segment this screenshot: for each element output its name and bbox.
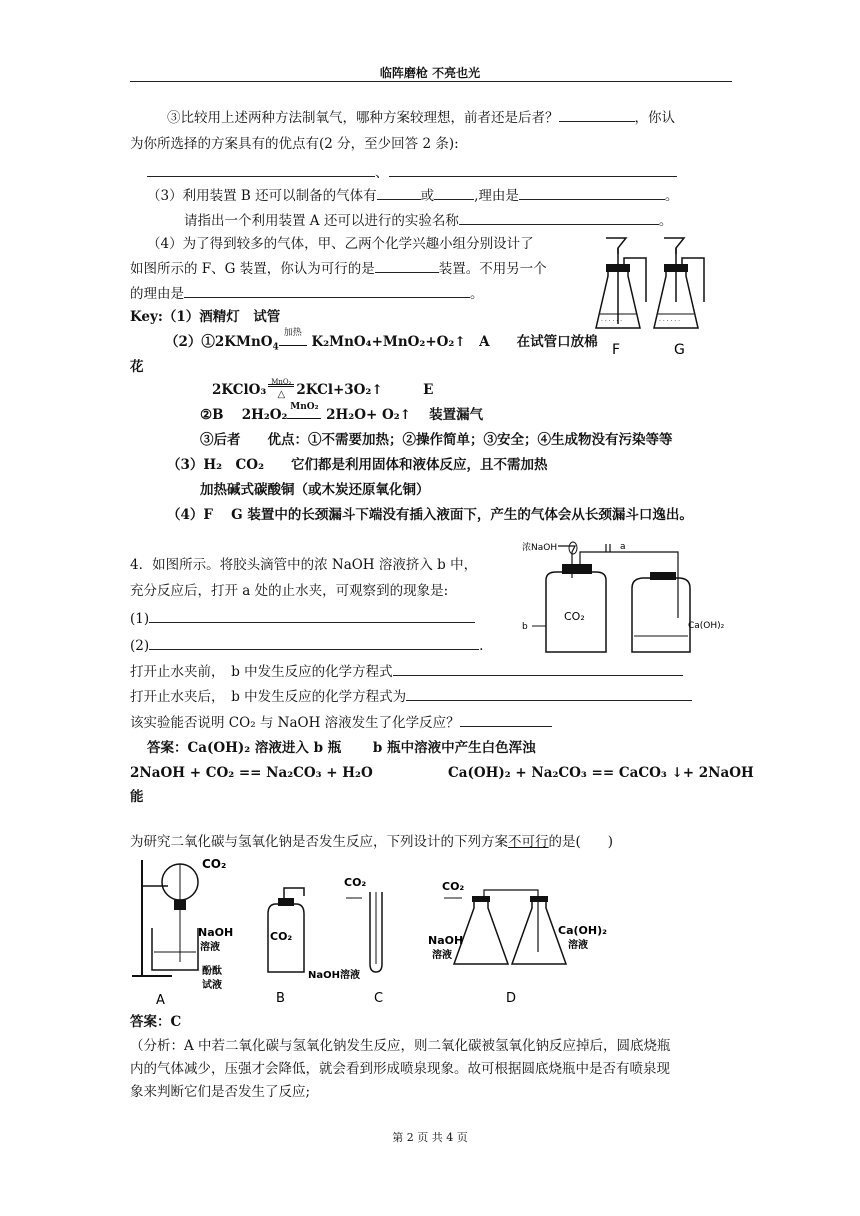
svg-text:· · · · · ·: · · · · · · [601,318,622,325]
q4-line-2: 充分反应后，打开 a 处的止水夹，可观察到的现象是: [130,583,449,599]
q4-answer-3: 能 [130,789,144,805]
svg-text:CO₂: CO₂ [270,930,293,943]
q3-line-p6b: 如图所示的 F、G 装置，你认为可行的是 装置。不用另一个 [130,258,547,279]
q4-eq-after: 打开止水夹后， b 中发生反应的化学方程式为 [130,686,692,707]
svg-text:· · · · · ·: · · · · · · [659,318,680,325]
q3-line-p5: 请指出一个利用装置 A 还可以进行的实验名称 。 [184,210,672,231]
page-header: 临阵磨枪 不亮也光 [379,66,481,80]
q4-item-1: (1) [130,608,475,629]
q4-eq-before: 打开止水夹前， b 中发生反应的化学方程式 [130,661,683,682]
key-line-7: 加热碱式碳酸铜（或木炭还原氧化铜） [200,482,430,498]
svg-text:a: a [620,542,626,552]
key-line-2: （2）①2KMnO$_4$ 加热 K₂MnO₄+MnO₂+O₂↑ A 在试管口放棉 [165,328,598,353]
q4-line-1: 4．如图所示。将胶头滴管中的浓 NaOH 溶液挤入 b 中， [130,557,478,573]
key-line-1: Key:（1）酒精灯 试管 [130,309,281,325]
svg-text:CO₂: CO₂ [442,880,465,893]
key-line-2-wrap: 花 [130,359,144,375]
q4-ask: 该实验能否说明 CO₂ 与 NaOH 溶液发生了化学反应？ [130,712,552,733]
svg-text:B: B [276,991,285,1006]
svg-text:D: D [506,991,517,1006]
fg-apparatus-figure [586,232,716,362]
q3-line-p3: ③比较用上述两种方法制氧气，哪种方案较理想，前者还是后者？ ，你认 [167,107,675,128]
fig-d [428,880,607,1006]
svg-text:浓NaOH: 浓NaOH [522,543,558,553]
svg-text:NaOH: NaOH [198,926,234,939]
header-rule [130,81,732,82]
q4-apparatus-figure [520,538,736,658]
svg-text:NaOH溶液: NaOH溶液 [308,970,360,981]
q5-analysis-1: （分析：A 中若二氧化碳与氢氧化钠发生反应，则二氧化碳被氢氧化钠反应掉后，圆底烧瓶 [130,1038,671,1054]
svg-text:溶液: 溶液 [568,940,588,951]
key-line-5: ③后者 优点：①不需要加热；②操作简单；③安全；④生成物没有污染等等 [200,432,673,448]
q3-line-p4: （3）利用装置 B 还可以制备的气体有 或 ,理由是 。 [147,185,678,206]
svg-text:溶液: 溶液 [432,950,452,961]
page-footer: 第 2 页 共 4 页 [392,1131,468,1144]
svg-text:CO₂: CO₂ [344,876,367,889]
key-line-8: （4）F G 装置中的长颈漏斗下端没有插入液面下，产生的气体会从长颈漏斗口逸出。 [167,507,693,523]
svg-text:溶液: 溶液 [200,942,220,953]
q4-answer-2a: 2NaOH + CO₂ == Na₂CO₃ + H₂O [130,765,373,781]
svg-text:A: A [156,993,165,1008]
key-line-3: 2KClO₃ MnO₂ △ 2KCl+3O₂↑ E [212,378,434,400]
fig-label-f: F [612,342,621,358]
svg-text:CO₂: CO₂ [564,610,585,623]
q4-item-2: (2) . [130,635,483,656]
q3-answer-blanks: 、 [147,162,677,183]
svg-text:C: C [374,991,384,1006]
svg-text:试液: 试液 [202,980,222,991]
q4-answer-2b: Ca(OH)₂ + Na₂CO₃ == CaCO₃ ↓+ 2NaOH [448,765,754,781]
svg-text:CO₂: CO₂ [202,857,227,871]
svg-text:Ca(OH)₂: Ca(OH)₂ [688,621,725,631]
q5-stem: 为研究二氧化碳与氢氧化钠是否发生反应，下列设计的下列方案不可行的是( ) [130,834,614,850]
q4-answer-1: 答案：Ca(OH)₂ 溶液进入 b 瓶 b 瓶中溶液中产生白色浑浊 [147,740,536,756]
q5-answer: 答案：C [130,1014,182,1030]
fig-b [268,888,360,1006]
svg-text:NaOH: NaOH [428,934,464,947]
key-line-6: （3）H₂ CO₂ 它们都是利用固体和液体反应，且不需加热 [167,457,548,473]
q5-analysis-3: 象来判断它们是否发生了反应; [130,1084,311,1100]
q5-analysis-2: 内的气体减少，压强才会降低，就会看到形成喷泉现象。故可根据圆底烧瓶中是否有喷泉现 [130,1061,670,1077]
fig-c [344,876,383,1006]
svg-text:b: b [522,622,528,632]
fig-label-g: G [674,342,685,358]
q3-line-p6d: 的理由是 。 [130,283,484,304]
q3-line-p6a: （4）为了得到较多的气体，甲、乙两个化学兴趣小组分别设计了 [147,236,534,252]
svg-text:酚酞: 酚酞 [202,966,222,977]
key-line-4: ②B 2H₂O₂ MnO₂ 2H₂O+ O₂↑ 装置漏气 [200,402,484,423]
q5-figures [128,852,628,1012]
fig-a [132,857,233,1008]
svg-text:Ca(OH)₂: Ca(OH)₂ [558,924,607,937]
q3-line-p3c: 为你所选择的方案具有的优点有(2 分，至少回答 2 条): [130,136,459,152]
